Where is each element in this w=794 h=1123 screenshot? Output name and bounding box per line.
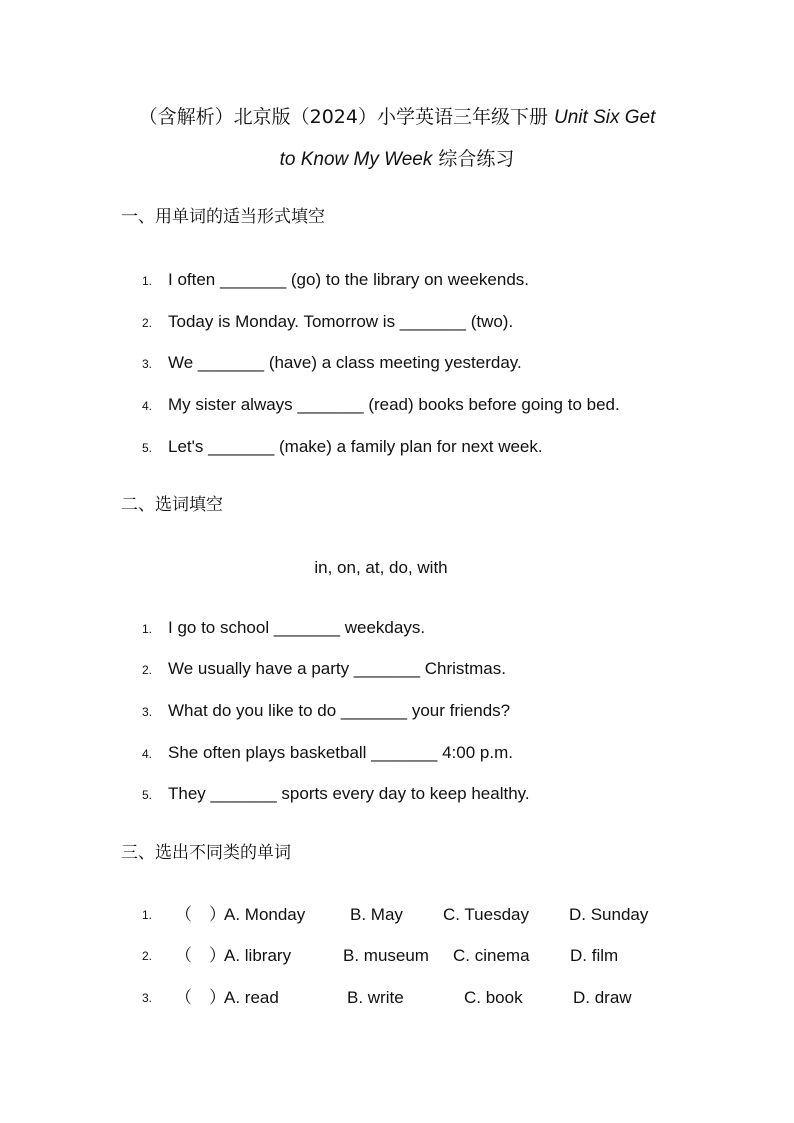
option-a: A. Monday [224, 905, 306, 924]
title-cn-part: （含解析）北京版（2024）小学英语三年级下册 [138, 106, 548, 128]
option-d: D. draw [573, 988, 632, 1007]
option-b: B. museum [343, 946, 429, 965]
item-text: She often plays basketball _______ 4:00 p.m. [168, 743, 513, 762]
list-item [142, 782, 530, 806]
item-text: They _______ sports every day to keep healthy. [168, 784, 530, 803]
list-item [142, 435, 543, 459]
word-bank: in, on, at, do, with [314, 558, 448, 577]
list-item [142, 616, 425, 640]
option-d: D. Sunday [569, 905, 649, 924]
choice-row [142, 903, 702, 927]
item-text: Today is Monday. Tomorrow is _______ (two). [168, 312, 514, 331]
answer-blank[interactable]: （ ） [175, 988, 226, 1007]
item-number: 4. [142, 747, 153, 761]
list-item [142, 699, 510, 723]
choice-row [142, 944, 702, 968]
title-line-1 [0, 104, 794, 131]
item-number: 2. [142, 949, 153, 963]
title-line-2 [0, 146, 794, 173]
item-number: 2. [142, 663, 153, 677]
item-number: 1. [142, 274, 153, 288]
item-text: I go to school _______ weekdays. [168, 618, 426, 637]
item-number: 5. [142, 441, 153, 455]
item-number: 4. [142, 399, 153, 413]
section-heading-3: 三、选出不同类的单词 [121, 843, 291, 863]
item-text: Let's _______ (make) a family plan for next week. [168, 437, 543, 456]
item-text: My sister always _______ (read) books before going to bed. [168, 395, 620, 414]
choice-row [142, 986, 702, 1010]
option-b: B. write [347, 988, 404, 1007]
option-c: C. book [464, 988, 523, 1007]
title-cn-part-2: 综合练习 [438, 148, 515, 170]
option-c: C. Tuesday [443, 905, 529, 924]
list-item [142, 310, 513, 334]
answer-blank[interactable]: （ ） [175, 946, 226, 965]
item-text: I often _______ (go) to the library on weekends. [168, 270, 530, 289]
item-number: 5. [142, 788, 153, 802]
option-b: B. May [350, 905, 403, 924]
option-c: C. cinema [453, 946, 530, 965]
option-d: D. film [570, 946, 619, 965]
item-number: 3. [142, 991, 153, 1005]
list-item [142, 393, 620, 417]
item-text: What do you like to do _______ your friends? [168, 701, 511, 720]
list-item [142, 268, 529, 292]
section-heading-2: 二、选词填空 [121, 495, 223, 515]
item-text: We usually have a party _______ Christmas. [168, 659, 506, 678]
item-number: 3. [142, 357, 153, 371]
answer-blank[interactable]: （ ） [175, 905, 226, 924]
item-number: 1. [142, 908, 153, 922]
list-item [142, 351, 522, 375]
list-item [142, 741, 513, 765]
section-heading-1: 一、用单词的适当形式填空 [121, 207, 325, 227]
item-number: 3. [142, 705, 153, 719]
title-en-part: Unit Six Get [554, 107, 656, 128]
list-item [142, 657, 506, 681]
item-number: 1. [142, 622, 153, 636]
title-en-part-2: to Know My Week [279, 149, 433, 170]
option-a: A. read [224, 988, 279, 1007]
item-text: We _______ (have) a class meeting yesterday. [168, 353, 522, 372]
option-a: A. library [224, 946, 292, 965]
item-number: 2. [142, 316, 153, 330]
